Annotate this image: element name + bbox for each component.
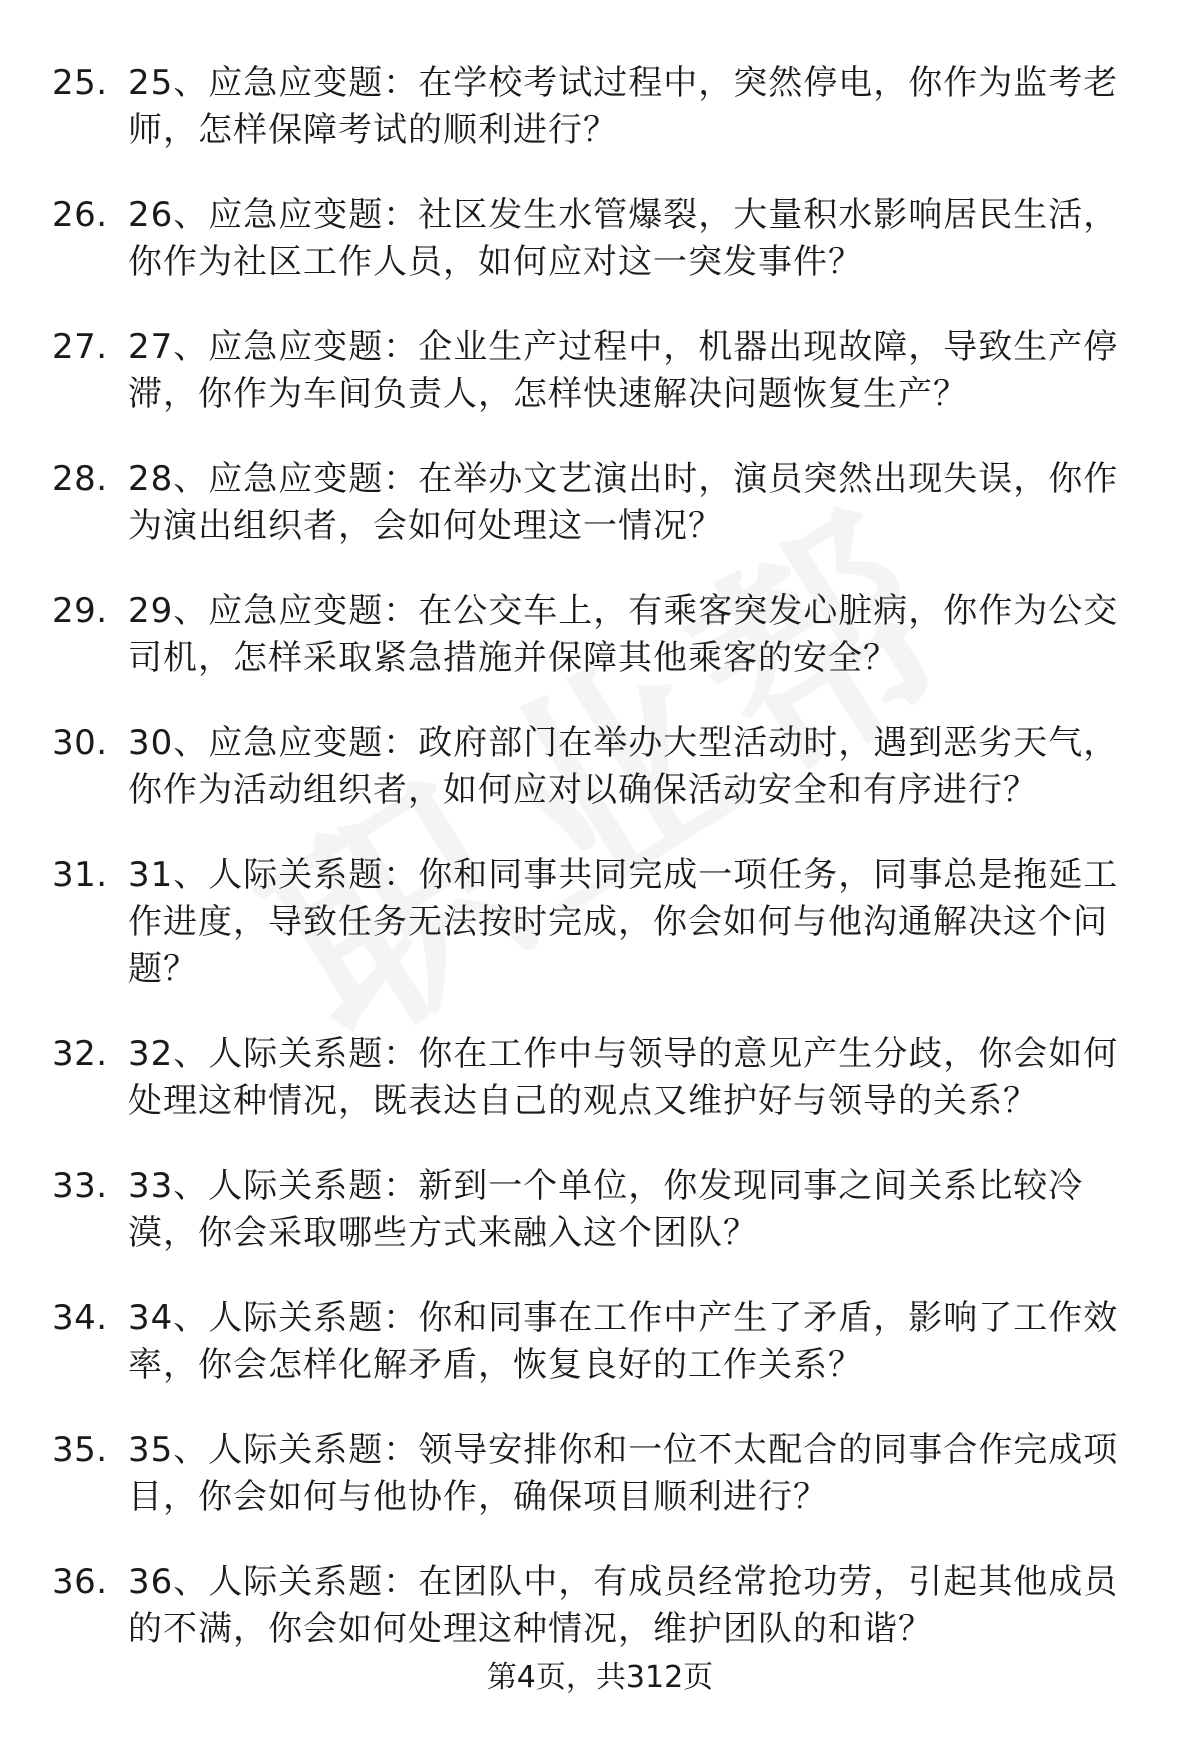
item-number: 29.	[52, 591, 108, 631]
list-item	[52, 1295, 1152, 1389]
item-text: 27、应急应变题：企业生产过程中，机器出现故障，导致生产停滞，你作为车间负责人，怎样快速解决问题恢复生产？	[128, 327, 1119, 414]
item-text: 26、应急应变题：社区发生水管爆裂，大量积水影响居民生活，你作为社区工作人员，如何应对这一突发事件？	[128, 195, 1119, 282]
list-item	[52, 324, 1152, 418]
list-item	[52, 1163, 1152, 1257]
page-footer: 第4页，共312页	[486, 1660, 714, 1695]
item-number: 28.	[52, 459, 108, 499]
item-text: 33、人际关系题：新到一个单位，你发现同事之间关系比较冷漠，你会采取哪些方式来融入这个团队？	[128, 1166, 1084, 1253]
item-number: 33.	[52, 1166, 108, 1206]
list-item	[52, 852, 1152, 993]
item-number: 27.	[52, 327, 108, 367]
item-text: 30、应急应变题：政府部门在举办大型活动时，遇到恶劣天气，你作为活动组织者，如何应对以确保活动安全和有序进行？	[128, 723, 1119, 810]
item-text: 36、人际关系题：在团队中，有成员经常抢功劳，引起其他成员的不满，你会如何处理这种情况，维护团队的和谐？	[128, 1562, 1119, 1649]
item-text: 31、人际关系题：你和同事共同完成一项任务，同事总是拖延工作进度，导致任务无法按时完成，你会如何与他沟通解决这个问题？	[128, 855, 1119, 989]
item-text: 32、人际关系题：你在工作中与领导的意见产生分歧，你会如何处理这种情况，既表达自己的观点又维护好与领导的关系？	[128, 1034, 1119, 1121]
item-number: 31.	[52, 855, 108, 895]
item-number: 34.	[52, 1298, 108, 1338]
item-number: 30.	[52, 723, 108, 763]
item-text: 29、应急应变题：在公交车上，有乘客突发心脏病，你作为公交司机，怎样采取紧急措施并保障其他乘客的安全？	[128, 591, 1119, 678]
item-number: 32.	[52, 1034, 108, 1074]
list-item	[52, 1559, 1152, 1653]
item-text: 34、人际关系题：你和同事在工作中产生了矛盾，影响了工作效率，你会怎样化解矛盾，恢复良好的工作关系？	[128, 1298, 1119, 1385]
item-text: 25、应急应变题：在学校考试过程中，突然停电，你作为监考老师，怎样保障考试的顺利进行？	[128, 63, 1119, 150]
list-item	[52, 192, 1152, 286]
item-number: 35.	[52, 1430, 108, 1470]
item-text: 28、应急应变题：在举办文艺演出时，演员突然出现失误，你作为演出组织者，会如何处理这一情况？	[128, 459, 1119, 546]
item-number: 25.	[52, 63, 108, 103]
list-item	[52, 720, 1152, 814]
item-text: 35、人际关系题：领导安排你和一位不太配合的同事合作完成项目，你会如何与他协作，确保项目顺利进行？	[128, 1430, 1119, 1517]
question-list	[52, 60, 1152, 1691]
list-item	[52, 456, 1152, 550]
list-item	[52, 1427, 1152, 1521]
list-item	[52, 60, 1152, 154]
list-item	[52, 1031, 1152, 1125]
item-number: 26.	[52, 195, 108, 235]
list-item	[52, 588, 1152, 682]
item-number: 36.	[52, 1562, 108, 1602]
